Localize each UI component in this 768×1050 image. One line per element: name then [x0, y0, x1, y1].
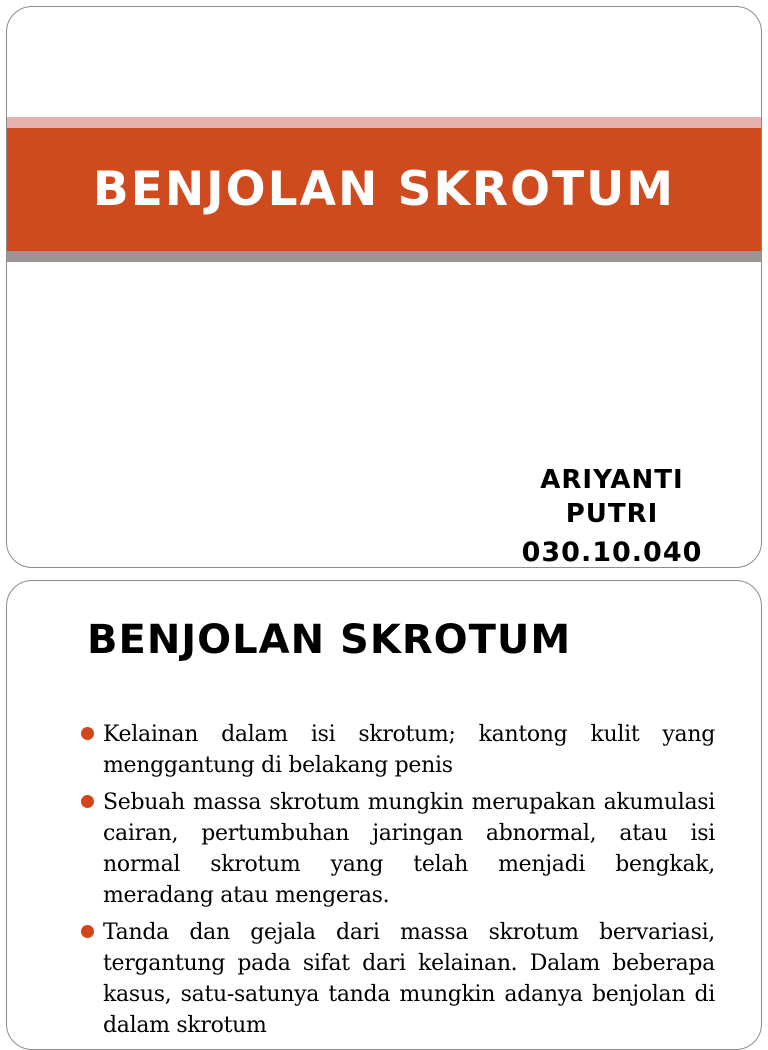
bullet-item — [77, 917, 715, 1041]
content-slide — [6, 580, 762, 1050]
bullet-text: Kelainan dalam isi skrotum; kantong kulit yang menggantung di belakang penis — [103, 722, 715, 778]
bullet-text: Sebuah massa skrotum mungkin merupakan akumulasi cairan, pertumbuhan jaringan abnormal, atau isi normal skrotum yang telah menjadi bengkak, meradang atau mengeras. — [103, 790, 715, 908]
title-band-bottom-stripe — [7, 251, 761, 262]
bullet-dot-icon — [81, 925, 94, 938]
slide-title: BENJOLAN SKROTUM — [92, 162, 676, 217]
bullet-item — [77, 719, 715, 781]
bullet-text: Tanda dan gejala dari massa skrotum bervariasi, tergantung pada sifat dari kelainan. Dalam beberapa kasus, satu-satunya tanda mungkin adanya benjolan di dalam skrotum — [103, 920, 715, 1038]
author-name-line2: PUTRI — [565, 499, 659, 529]
bullet-dot-icon — [81, 795, 94, 808]
bullet-item — [77, 787, 715, 911]
title-slide — [6, 6, 762, 568]
author-name-line1: ARIYANTI — [540, 465, 684, 495]
content-slide-title: BENJOLAN SKROTUM — [87, 617, 572, 663]
author-id: 030.10.040 — [521, 537, 703, 568]
bullet-list — [77, 719, 715, 1047]
bullet-dot-icon — [81, 727, 94, 740]
title-band-top-stripe — [7, 117, 761, 128]
author-block — [497, 463, 727, 573]
